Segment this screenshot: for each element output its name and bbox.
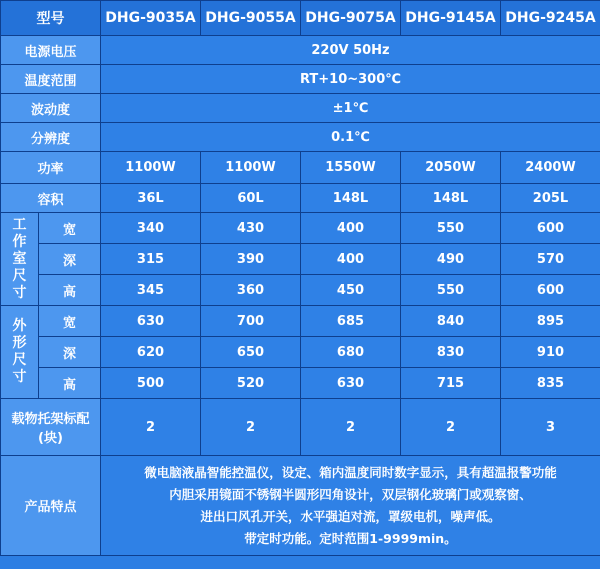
shelves-value: 2 bbox=[201, 399, 301, 456]
studio-width-value: 600 bbox=[501, 213, 600, 244]
features-line: 带定时功能。定时范围1-9999min。 bbox=[244, 530, 457, 546]
studio-height-row bbox=[1, 275, 600, 306]
volume-value: 148L bbox=[301, 184, 401, 213]
studio-depth-value: 315 bbox=[101, 244, 201, 275]
studio-width-value: 340 bbox=[101, 213, 201, 244]
studio-depth-value: 390 bbox=[201, 244, 301, 275]
outer-size-char: 形 bbox=[12, 335, 27, 351]
features-line: 微电脑液晶智能控温仪，设定、箱内温度同时数字显示，具有超温报警功能 bbox=[144, 464, 557, 480]
voltage-label: 电源电压 bbox=[1, 36, 101, 65]
shelves-value: 2 bbox=[301, 399, 401, 456]
outer-depth-value: 680 bbox=[301, 337, 401, 368]
outer-width-value: 895 bbox=[501, 306, 600, 337]
shelves-row bbox=[1, 399, 600, 456]
features-row bbox=[1, 456, 600, 556]
studio-depth-label: 深 bbox=[39, 244, 101, 275]
shelves-label-line2: (块) bbox=[38, 431, 63, 446]
power-row bbox=[1, 152, 600, 184]
outer-height-value: 500 bbox=[101, 368, 201, 399]
volume-label: 容积 bbox=[1, 184, 101, 213]
studio-depth-value: 570 bbox=[501, 244, 600, 275]
studio-height-label: 高 bbox=[39, 275, 101, 306]
studio-size-char: 作 bbox=[12, 233, 27, 250]
outer-depth-row bbox=[1, 337, 600, 368]
model-cell: DHG-9075A bbox=[301, 1, 401, 36]
power-label: 功率 bbox=[1, 152, 101, 184]
outer-height-row bbox=[1, 368, 600, 399]
outer-size-char: 寸 bbox=[12, 369, 27, 385]
studio-height-value: 360 bbox=[201, 275, 301, 306]
resolution-label: 分辨度 bbox=[1, 123, 101, 152]
studio-size-char: 室 bbox=[12, 250, 27, 267]
studio-size-group-label bbox=[1, 213, 39, 306]
outer-depth-value: 830 bbox=[401, 337, 501, 368]
outer-height-value: 715 bbox=[401, 368, 501, 399]
features-line: 内胆采用镜面不锈钢半圆形四角设计，双层钢化玻璃门或观察窗、 bbox=[169, 486, 532, 502]
outer-size-group-label bbox=[1, 306, 39, 399]
studio-width-value: 550 bbox=[401, 213, 501, 244]
outer-height-value: 835 bbox=[501, 368, 600, 399]
outer-depth-label: 深 bbox=[39, 337, 101, 368]
power-value: 1100W bbox=[101, 152, 201, 184]
studio-depth-value: 490 bbox=[401, 244, 501, 275]
volume-value: 205L bbox=[501, 184, 600, 213]
studio-size-char: 工 bbox=[12, 216, 27, 233]
volume-value: 60L bbox=[201, 184, 301, 213]
outer-width-label: 宽 bbox=[39, 306, 101, 337]
voltage-row bbox=[1, 36, 600, 65]
fluctuation-value: ±1℃ bbox=[101, 94, 600, 123]
outer-height-value: 520 bbox=[201, 368, 301, 399]
features-label: 产品特点 bbox=[1, 456, 101, 556]
studio-height-value: 600 bbox=[501, 275, 600, 306]
features-line: 进出口风孔开关，水平强迫对流，罩级电机，噪声低。 bbox=[200, 508, 501, 524]
power-value: 1100W bbox=[201, 152, 301, 184]
fluctuation-row bbox=[1, 94, 600, 123]
header-row bbox=[1, 1, 600, 36]
model-cell: DHG-9055A bbox=[201, 1, 301, 36]
model-cell: DHG-9245A bbox=[501, 1, 600, 36]
studio-depth-row bbox=[1, 244, 600, 275]
voltage-value: 220V 50Hz bbox=[101, 36, 600, 65]
studio-width-label: 宽 bbox=[39, 213, 101, 244]
volume-value: 36L bbox=[101, 184, 201, 213]
model-cell: DHG-9035A bbox=[101, 1, 201, 36]
outer-height-value: 630 bbox=[301, 368, 401, 399]
power-value: 2050W bbox=[401, 152, 501, 184]
resolution-value: 0.1℃ bbox=[101, 123, 600, 152]
power-value: 2400W bbox=[501, 152, 600, 184]
studio-height-value: 345 bbox=[101, 275, 201, 306]
shelves-label bbox=[1, 399, 101, 456]
outer-height-label: 高 bbox=[39, 368, 101, 399]
model-cell: DHG-9145A bbox=[401, 1, 501, 36]
studio-depth-value: 400 bbox=[301, 244, 401, 275]
outer-depth-value: 910 bbox=[501, 337, 600, 368]
studio-height-value: 550 bbox=[401, 275, 501, 306]
model-header-label: 型号 bbox=[1, 1, 101, 36]
outer-width-value: 630 bbox=[101, 306, 201, 337]
studio-size-char: 寸 bbox=[12, 284, 27, 301]
studio-width-row bbox=[1, 213, 600, 244]
shelves-value: 2 bbox=[401, 399, 501, 456]
outer-width-value: 685 bbox=[301, 306, 401, 337]
shelves-value: 3 bbox=[501, 399, 600, 456]
shelves-label-line1: 载物托架标配 bbox=[11, 412, 90, 427]
outer-depth-value: 620 bbox=[101, 337, 201, 368]
temp-range-label: 温度范围 bbox=[1, 65, 101, 94]
temp-range-value: RT+10~300℃ bbox=[101, 65, 600, 94]
studio-size-char: 尺 bbox=[12, 267, 27, 284]
volume-row bbox=[1, 184, 600, 213]
studio-width-value: 400 bbox=[301, 213, 401, 244]
power-value: 1550W bbox=[301, 152, 401, 184]
features-text bbox=[101, 456, 600, 556]
outer-size-char: 外 bbox=[12, 318, 27, 334]
outer-width-value: 840 bbox=[401, 306, 501, 337]
studio-height-value: 450 bbox=[301, 275, 401, 306]
fluctuation-label: 波动度 bbox=[1, 94, 101, 123]
outer-depth-value: 650 bbox=[201, 337, 301, 368]
outer-width-value: 700 bbox=[201, 306, 301, 337]
shelves-value: 2 bbox=[101, 399, 201, 456]
resolution-row bbox=[1, 123, 600, 152]
outer-width-row bbox=[1, 306, 600, 337]
studio-width-value: 430 bbox=[201, 213, 301, 244]
temp-range-row bbox=[1, 65, 600, 94]
volume-value: 148L bbox=[401, 184, 501, 213]
outer-size-char: 尺 bbox=[12, 352, 27, 368]
